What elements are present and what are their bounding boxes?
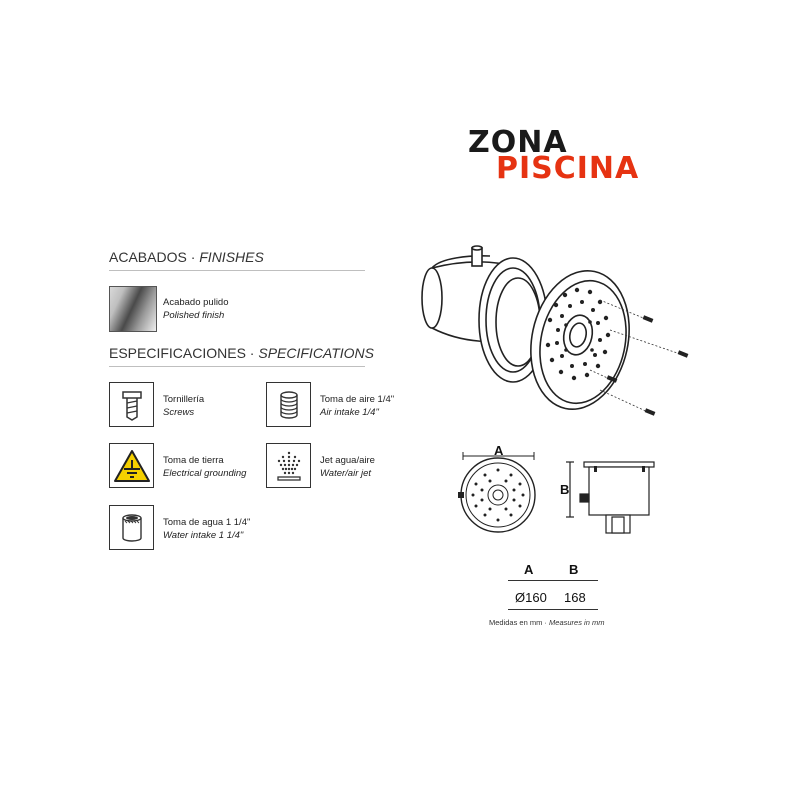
spec-icon-box-jet bbox=[266, 443, 311, 488]
front-view-drawing bbox=[455, 448, 540, 538]
dim-table-header-a: A bbox=[524, 562, 534, 577]
logo-line-2: PISCINA bbox=[496, 151, 640, 186]
grounding-warning-icon bbox=[113, 448, 151, 484]
jet-dots-icon bbox=[271, 448, 307, 484]
exploded-product-drawing bbox=[405, 240, 705, 430]
brand-logo bbox=[468, 125, 668, 188]
dim-note-en: Measures in mm bbox=[549, 618, 605, 627]
finishes-title bbox=[109, 249, 264, 265]
spec-icon-box-screws bbox=[109, 382, 154, 427]
finish-item-polished bbox=[163, 296, 229, 322]
finish-label-en: Polished finish bbox=[163, 310, 225, 321]
spec-item-water-intake bbox=[163, 516, 250, 542]
spec-label-es: Jet agua/aire bbox=[320, 455, 375, 466]
dim-table-rule-bottom bbox=[508, 609, 598, 610]
dim-note-es: Medidas en mm · bbox=[489, 618, 550, 627]
finishes-divider bbox=[109, 270, 365, 271]
specifications-divider bbox=[109, 366, 365, 367]
spec-label-en: Electrical grounding bbox=[163, 468, 247, 479]
spec-label-es: Toma de tierra bbox=[163, 455, 224, 466]
spec-item-air-intake bbox=[320, 393, 394, 419]
specifications-title-es: ESPECIFICACIONES · bbox=[109, 345, 259, 361]
finishes-title-es: ACABADOS · bbox=[109, 249, 200, 265]
spec-label-en: Water/air jet bbox=[320, 468, 372, 479]
thread-fitting-icon bbox=[271, 387, 307, 423]
spec-item-jet bbox=[320, 454, 375, 480]
spec-icon-box-water-intake bbox=[109, 505, 154, 550]
logo-line-1: ZONA bbox=[468, 125, 568, 160]
dim-table-value-a: Ø160 bbox=[515, 590, 547, 605]
front-view-dim-a-label: A bbox=[494, 443, 504, 458]
spec-label-en: Air intake 1/4" bbox=[320, 407, 379, 418]
water-intake-icon bbox=[114, 510, 150, 546]
dim-table-value-b: 168 bbox=[564, 590, 586, 605]
spec-item-grounding bbox=[163, 454, 246, 480]
dim-table-header-b: B bbox=[569, 562, 579, 577]
side-view-dim-b-label: B bbox=[560, 482, 570, 497]
spec-icon-box-air-intake bbox=[266, 382, 311, 427]
spec-item-screws bbox=[163, 393, 204, 419]
spec-label-es: Tornillería bbox=[163, 394, 205, 405]
spec-label-es: Toma de agua 1 1/4" bbox=[163, 517, 251, 528]
polished-finish-swatch bbox=[109, 286, 157, 332]
spec-icon-box-grounding bbox=[109, 443, 154, 488]
specifications-title bbox=[109, 345, 374, 361]
specifications-title-en: SPECIFICATIONS bbox=[258, 345, 375, 361]
dim-table-rule-top bbox=[508, 580, 598, 581]
spec-label-en: Screws bbox=[163, 407, 195, 418]
finishes-title-en: FINISHES bbox=[199, 249, 264, 265]
spec-label-es: Toma de aire 1/4" bbox=[320, 394, 395, 405]
side-view-drawing bbox=[566, 458, 660, 538]
spec-label-en: Water intake 1 1/4" bbox=[163, 530, 244, 541]
finish-label-es: Acabado pulido bbox=[163, 297, 229, 308]
dim-table-note bbox=[489, 618, 604, 627]
screw-icon bbox=[114, 387, 150, 423]
